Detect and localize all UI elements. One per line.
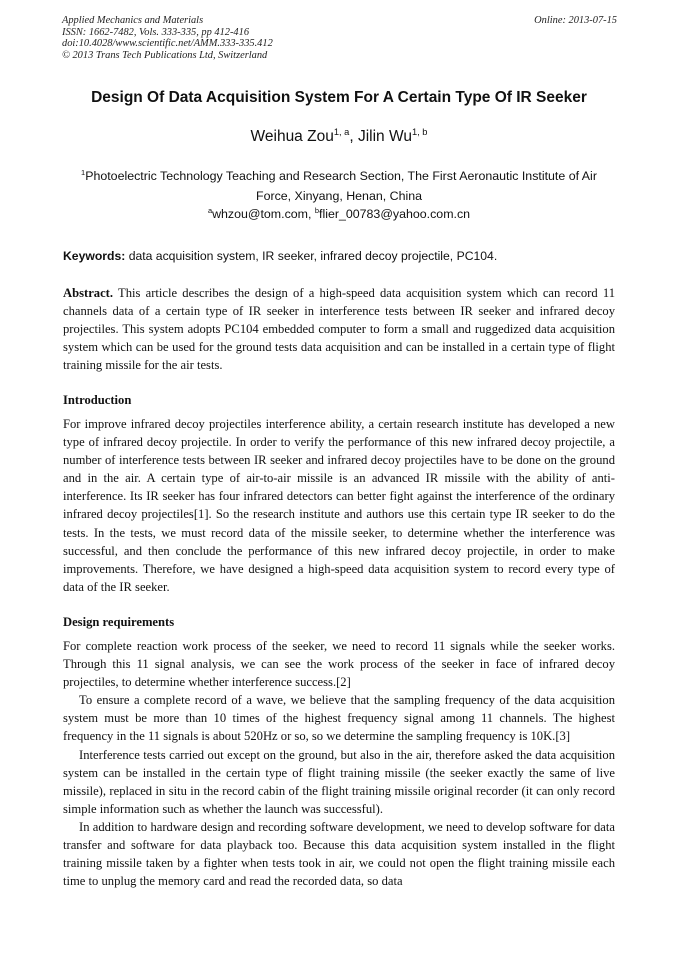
affiliation-text: Photoelectric Technology Teaching and Research Section, The First Aeronautic Institute of Air Force, Xinyang, Henan, China — [85, 169, 597, 204]
author-name: Jilin Wu — [357, 128, 412, 146]
issn-line: ISSN: 1662-7482, Vols. 333-335, pp 412-416 — [62, 26, 250, 38]
paragraph: For complete reaction work process of the seeker, we need to record 11 signals while the seeker works. Through this 11 signal analysis, we can see the work process of the seeker in face of infrared decoy projectiles, to determine whether interference success.[2] — [63, 639, 615, 690]
affiliation — [62, 163, 616, 206]
paper-title: Design Of Data Acquisition System For A Certain Type Of IR Seeker — [91, 89, 587, 106]
author-name: Weihua Zou — [250, 128, 334, 146]
publication-header — [62, 15, 617, 61]
author-affil-sup: 1, b — [411, 127, 428, 137]
doi-line: doi:10.4028/www.scientific.net/AMM.333-335.412 — [62, 38, 273, 49]
abstract — [63, 284, 615, 374]
journal-name: Applied Mechanics and Materials — [62, 15, 204, 26]
section-heading-introduction: Introduction — [63, 393, 132, 407]
affiliation-sup: 1 — [81, 168, 86, 177]
introduction-body — [63, 415, 615, 596]
abstract-text: This article describes the design of a high-speed data acquisition system which can record 11 channels data of a certain type of IR seeker in interference tests between IR seeker and infrared decoy projectiles. This system adopts PC104 embedded computer to form a small and ruggedized data acquisition system which can be used for the ground tests data acquisition and can be installed in a certain type of flight training missile for the air tests. — [63, 286, 615, 373]
keywords-text: data acquisition system, IR seeker, infrared decoy projectile, PC104. — [128, 249, 498, 263]
author-affil-sup: 1, a — [333, 127, 350, 137]
author-emails: $^a$whzou@tom.com, $^b$flier_00783@yahoo.com.cn — [207, 206, 471, 222]
paragraph: In addition to hardware design and recording software development, we need to develop software for data transfer and software for data playback too. Because this data acquisition system installed in the flight training missile taken by a fighter when tests took in air, we could not open the flight training missile each time to unplug the memory card and read the recorded data, so data — [63, 819, 615, 889]
paragraph: For improve infrared decoy projectiles interference ability, a certain research institute has developed a new type of infrared decoy projectile. In order to verify the performance of this new infrared decoy projectile, a number of interference tests between IR seeker and infrared decoy projectiles have to be done on the ground and in the air. A certain type of air-to-air missile is an advanced IR missile with the ability of anti-interference. Its IR seeker has four infrared detectors can better fight against the interference of the ordinary infrared decoy projectiles[1]. So the research institute and authors use this certain type IR seeker to do the tests. In the tests, we must record data of the missile seeker, to determine whether the interference was successful, and then conclude the performance of this new infrared decoy projectile, in order to make improvements. Therefore, we have designed a high-speed data acquisition system to record every type of data of the IR seeker. — [63, 417, 615, 594]
keywords-label: Keywords: — [63, 249, 126, 263]
keywords — [63, 249, 617, 263]
email-sup: b — [314, 206, 320, 215]
author-list — [40, 127, 638, 146]
copyright-line: © 2013 Trans Tech Publications Ltd, Switzerland — [62, 49, 268, 61]
paragraph: To ensure a complete record of a wave, we believe that the sampling frequency of the data acquisition system must be more than 10 times of the highest frequency signal among 11 channels. The highest frequency in the 11 signals is about 520Hz or so, so we determine the sampling frequency is 10K.[3] — [63, 693, 615, 744]
email-sup: a — [207, 206, 213, 215]
online-date: Online: 2013-07-15 — [534, 15, 617, 26]
paragraph: Interference tests carried out except on the ground, but also in the air, therefore asked the data acquisition system can be installed in the certain type of flight training missile (the seeker exactly the same of live missile), replaced in situ in the record cabin of the flight training missile original recorder (it can only record simple information such as whether the launch was successful). — [63, 747, 615, 816]
section-heading-design-requirements: Design requirements — [63, 615, 175, 629]
author-email[interactable]: whzou@tom.com — [212, 207, 308, 222]
design-requirements-body — [63, 637, 615, 890]
abstract-label: Abstract. — [63, 286, 114, 300]
author-email[interactable]: flier_00783@yahoo.com.cn — [319, 207, 471, 222]
author-separator: , — [349, 128, 358, 146]
